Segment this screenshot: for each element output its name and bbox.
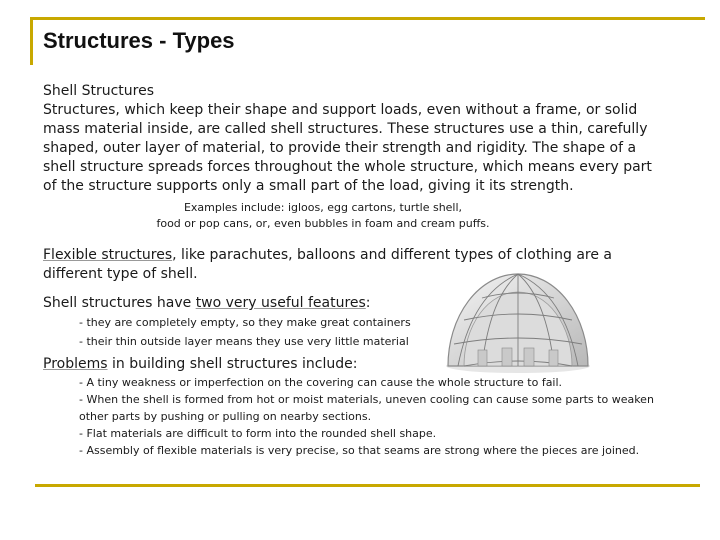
problems-list: [43, 374, 669, 459]
problem-item: - A tiny weakness or imperfection on the covering can cause the whole structure to fail.: [79, 376, 563, 389]
useful-item-2: - their thin outside layer means they use very little material: [79, 335, 409, 348]
useful-suffix: :: [365, 295, 371, 311]
useful-item-1: - they are completely empty, so they make great containers: [79, 316, 411, 329]
top-border-line: [30, 17, 705, 20]
problem-item: - When the shell is formed from hot or moist materials, uneven cooling can cause some parts to weaken other parts by pushing or pulling on nearby sections.: [79, 393, 654, 423]
dome-structure-illustration: [442, 268, 594, 374]
bottom-border-line: [35, 484, 700, 487]
useful-prefix: Shell structures have: [43, 295, 196, 311]
flexible-rest: , like parachutes, balloons and different types of clothing are a different type of shell.: [43, 247, 612, 282]
section-heading: Shell Structures: [43, 83, 155, 99]
problems-term: Problems: [43, 356, 108, 372]
left-border-line: [30, 17, 33, 65]
problems-rest: in building shell structures include:: [107, 356, 358, 372]
useful-term: two very useful features: [195, 295, 366, 311]
page-title: Structures - Types: [43, 28, 235, 53]
flexible-term: Flexible structures: [43, 247, 173, 263]
examples-line-2: food or pop cans, or, even bubbles in foam and cream puffs.: [156, 217, 490, 230]
problem-item: - Assembly of flexible materials is very precise, so that seams are strong where the pieces are joined.: [79, 444, 640, 457]
problem-item: - Flat materials are difficult to form into the rounded shell shape.: [79, 427, 437, 440]
examples-text: [43, 200, 663, 232]
intro-paragraph: Structures, which keep their shape and support loads, even without a frame, or solid mass material inside, are called shell structures. These structures use a thin, carefully shaped, outer layer of material, to provide their strength and rigidity. The shape of a shell structure spreads forces throughout the whole structure, which means every part of the structure supports only a small part of the load, giving it its strength.: [43, 102, 652, 194]
examples-line-1: Examples include: igloos, egg cartons, turtle shell,: [183, 201, 463, 214]
